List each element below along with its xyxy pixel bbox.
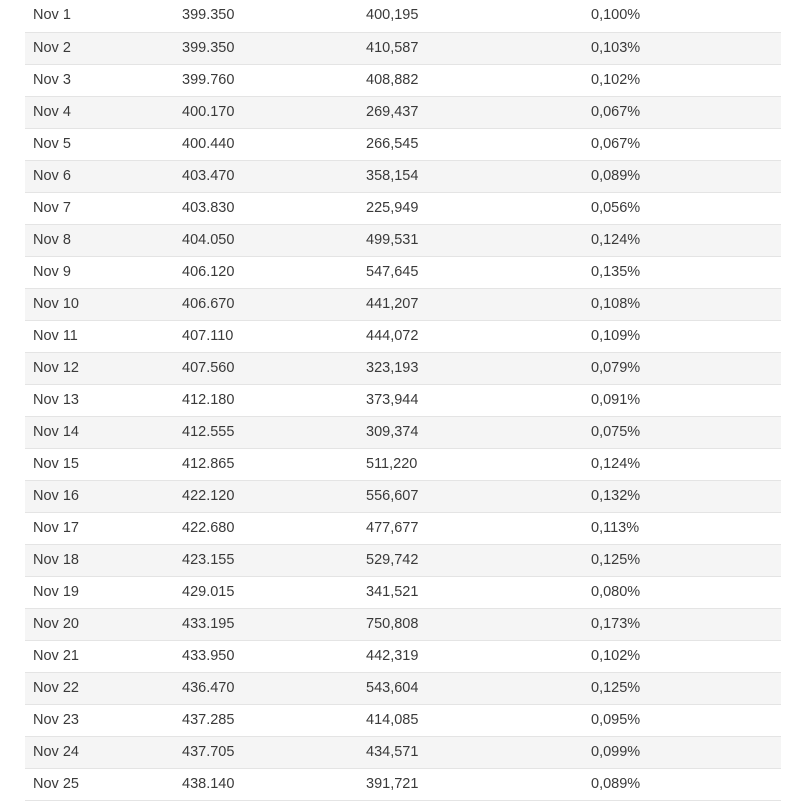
- percent-cell: 0,135%: [591, 256, 781, 288]
- percent-cell: 0,100%: [591, 0, 781, 32]
- date-cell: Nov 3: [25, 64, 182, 96]
- percent-cell: 0,067%: [591, 96, 781, 128]
- percent-cell: 0,173%: [591, 608, 781, 640]
- total-cell: 403.830: [182, 192, 366, 224]
- date-cell: Nov 9: [25, 256, 182, 288]
- total-cell: 404.050: [182, 224, 366, 256]
- total-cell: 438.140: [182, 768, 366, 800]
- change-cell: 529,742: [366, 544, 591, 576]
- table-row: [25, 224, 781, 256]
- total-cell: 403.470: [182, 160, 366, 192]
- percent-cell: 0,124%: [591, 224, 781, 256]
- date-cell: Nov 2: [25, 32, 182, 64]
- percent-cell: 0,132%: [591, 480, 781, 512]
- date-cell: Nov 24: [25, 736, 182, 768]
- total-cell: 399.760: [182, 64, 366, 96]
- table-row: [25, 32, 781, 64]
- date-cell: Nov 14: [25, 416, 182, 448]
- date-cell: Nov 16: [25, 480, 182, 512]
- change-cell: 511,220: [366, 448, 591, 480]
- table-row: [25, 704, 781, 736]
- table-row: [25, 672, 781, 704]
- total-cell: 400.170: [182, 96, 366, 128]
- table-row: [25, 192, 781, 224]
- percent-cell: 0,102%: [591, 640, 781, 672]
- percent-cell: 0,089%: [591, 768, 781, 800]
- date-cell: Nov 8: [25, 224, 182, 256]
- table-row: [25, 0, 781, 32]
- percent-cell: 0,075%: [591, 416, 781, 448]
- percent-cell: 0,125%: [591, 544, 781, 576]
- date-cell: Nov 11: [25, 320, 182, 352]
- change-cell: 408,882: [366, 64, 591, 96]
- table-row: [25, 608, 781, 640]
- total-cell: 423.155: [182, 544, 366, 576]
- total-cell: 399.350: [182, 32, 366, 64]
- percent-cell: 0,080%: [591, 576, 781, 608]
- table-row: [25, 160, 781, 192]
- table-body: [25, 0, 781, 800]
- percent-cell: 0,089%: [591, 160, 781, 192]
- change-cell: 543,604: [366, 672, 591, 704]
- date-cell: Nov 19: [25, 576, 182, 608]
- change-cell: 373,944: [366, 384, 591, 416]
- date-cell: Nov 13: [25, 384, 182, 416]
- change-cell: 499,531: [366, 224, 591, 256]
- total-cell: 433.950: [182, 640, 366, 672]
- date-cell: Nov 25: [25, 768, 182, 800]
- date-cell: Nov 7: [25, 192, 182, 224]
- total-cell: 437.285: [182, 704, 366, 736]
- table-row: [25, 64, 781, 96]
- change-cell: 750,808: [366, 608, 591, 640]
- total-cell: 412.555: [182, 416, 366, 448]
- date-cell: Nov 23: [25, 704, 182, 736]
- total-cell: 433.195: [182, 608, 366, 640]
- date-cell: Nov 5: [25, 128, 182, 160]
- table-row: [25, 480, 781, 512]
- change-cell: 391,721: [366, 768, 591, 800]
- table-row: [25, 544, 781, 576]
- date-cell: Nov 18: [25, 544, 182, 576]
- table-row: [25, 288, 781, 320]
- percent-cell: 0,079%: [591, 352, 781, 384]
- total-cell: 422.680: [182, 512, 366, 544]
- percent-cell: 0,099%: [591, 736, 781, 768]
- date-cell: Nov 12: [25, 352, 182, 384]
- percent-cell: 0,103%: [591, 32, 781, 64]
- change-cell: 441,207: [366, 288, 591, 320]
- percent-cell: 0,124%: [591, 448, 781, 480]
- total-cell: 406.120: [182, 256, 366, 288]
- table-row: [25, 384, 781, 416]
- percent-cell: 0,108%: [591, 288, 781, 320]
- total-cell: 406.670: [182, 288, 366, 320]
- table-row: [25, 416, 781, 448]
- table-row: [25, 320, 781, 352]
- change-cell: 323,193: [366, 352, 591, 384]
- table-row: [25, 640, 781, 672]
- date-cell: Nov 22: [25, 672, 182, 704]
- total-cell: 437.705: [182, 736, 366, 768]
- total-cell: 407.110: [182, 320, 366, 352]
- change-cell: 556,607: [366, 480, 591, 512]
- change-cell: 266,545: [366, 128, 591, 160]
- table-row: [25, 96, 781, 128]
- change-cell: 358,154: [366, 160, 591, 192]
- change-cell: 442,319: [366, 640, 591, 672]
- change-cell: 477,677: [366, 512, 591, 544]
- percent-cell: 0,091%: [591, 384, 781, 416]
- change-cell: 434,571: [366, 736, 591, 768]
- date-cell: Nov 20: [25, 608, 182, 640]
- date-cell: Nov 17: [25, 512, 182, 544]
- total-cell: 429.015: [182, 576, 366, 608]
- percent-cell: 0,113%: [591, 512, 781, 544]
- change-cell: 444,072: [366, 320, 591, 352]
- total-cell: 436.470: [182, 672, 366, 704]
- percent-cell: 0,095%: [591, 704, 781, 736]
- date-cell: Nov 21: [25, 640, 182, 672]
- percent-cell: 0,109%: [591, 320, 781, 352]
- table-row: [25, 128, 781, 160]
- percent-cell: 0,125%: [591, 672, 781, 704]
- percent-cell: 0,102%: [591, 64, 781, 96]
- date-cell: Nov 4: [25, 96, 182, 128]
- change-cell: 341,521: [366, 576, 591, 608]
- total-cell: 412.180: [182, 384, 366, 416]
- change-cell: 269,437: [366, 96, 591, 128]
- change-cell: 547,645: [366, 256, 591, 288]
- total-cell: 399.350: [182, 0, 366, 32]
- date-cell: Nov 6: [25, 160, 182, 192]
- date-cell: Nov 1: [25, 0, 182, 32]
- table-row: [25, 256, 781, 288]
- total-cell: 400.440: [182, 128, 366, 160]
- change-cell: 414,085: [366, 704, 591, 736]
- change-cell: 225,949: [366, 192, 591, 224]
- change-cell: 400,195: [366, 0, 591, 32]
- table-row: [25, 576, 781, 608]
- total-cell: 407.560: [182, 352, 366, 384]
- table-row: [25, 448, 781, 480]
- percent-cell: 0,067%: [591, 128, 781, 160]
- total-cell: 422.120: [182, 480, 366, 512]
- table-row: [25, 768, 781, 800]
- table-row: [25, 736, 781, 768]
- data-table: [25, 0, 781, 801]
- total-cell: 412.865: [182, 448, 366, 480]
- change-cell: 410,587: [366, 32, 591, 64]
- change-cell: 309,374: [366, 416, 591, 448]
- percent-cell: 0,056%: [591, 192, 781, 224]
- date-cell: Nov 15: [25, 448, 182, 480]
- table-row: [25, 352, 781, 384]
- date-cell: Nov 10: [25, 288, 182, 320]
- table-row: [25, 512, 781, 544]
